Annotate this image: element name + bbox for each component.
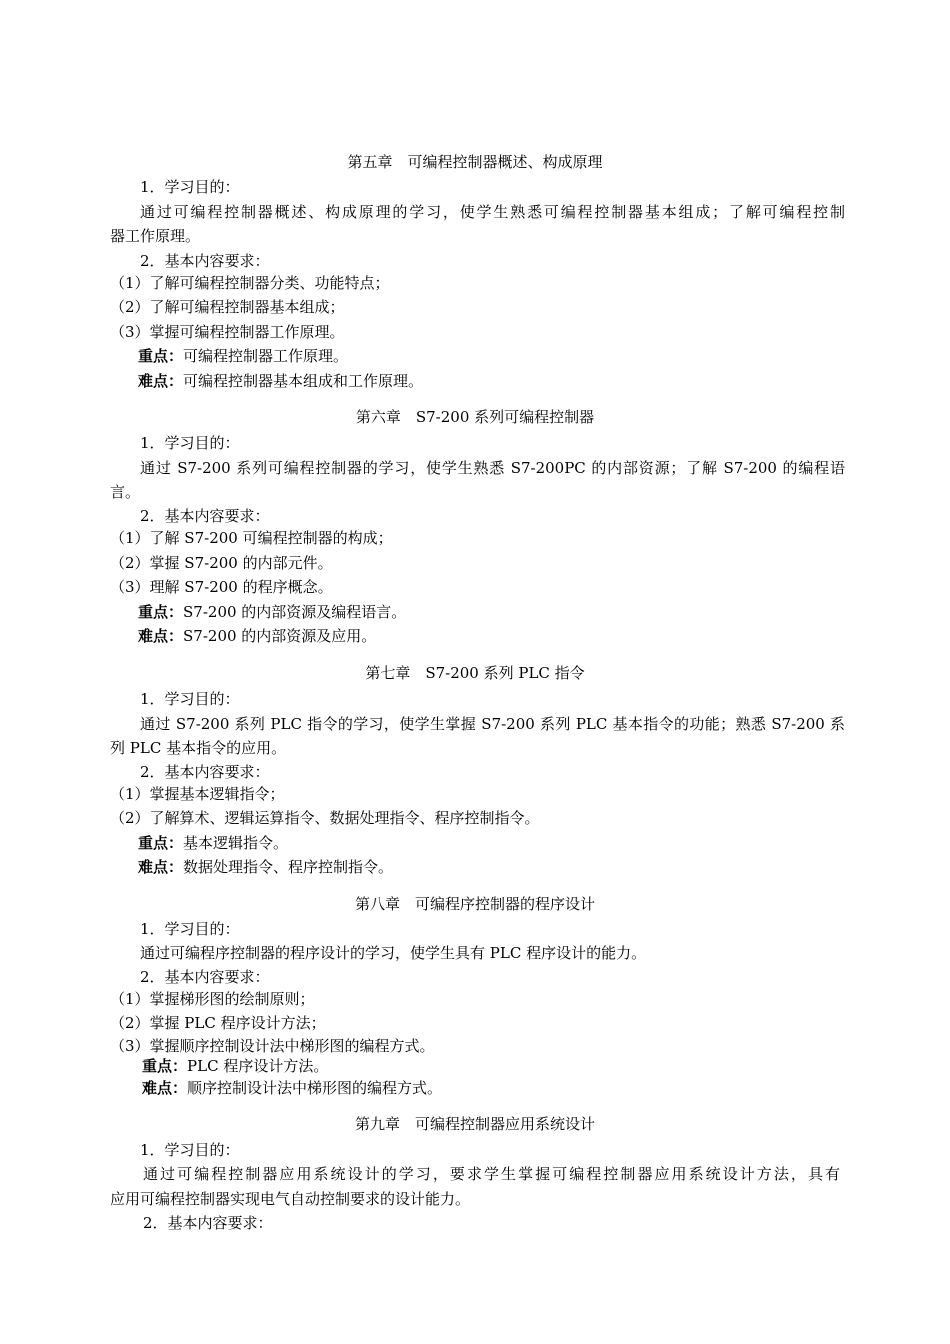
difficulty-label: 难点： (138, 858, 184, 876)
chapter-6-objective-line-1: 通过 S7-200 系列可编程控制器的学习，使学生熟悉 S7-200PC 的内部资源；了解 S7-200 的编程语 (140, 459, 845, 477)
chapter-5-difficulty (138, 370, 845, 392)
key-point-label: 重点： (138, 603, 184, 621)
chapter-6-title: 第六章 S7-200 系列可编程控制器 (355, 408, 595, 426)
chapter-6-requirement-3: （3）理解 S7-200 的程序概念。 (110, 578, 333, 596)
difficulty-text: S7-200 的内部资源及应用。 (183, 627, 377, 645)
chapter-5-objective-heading: 1．学习目的： (140, 178, 240, 196)
chapter-8-requirement-1: （1）掌握梯形图的绘制原则； (110, 990, 315, 1008)
chapter-7-requirement-2: （2）了解算术、逻辑运算指令、数据处理指令、程序控制指令。 (110, 809, 540, 827)
chapter-5-requirements-heading: 2．基本内容要求： (140, 252, 270, 270)
difficulty-text: 数据处理指令、程序控制指令。 (183, 858, 394, 876)
chapter-9-objective-line-2: 应用可编程控制器实现电气自动控制要求的设计能力。 (110, 1190, 471, 1208)
key-point-text: 基本逻辑指令。 (183, 834, 289, 852)
chapter-6-requirements-heading: 2．基本内容要求： (140, 507, 270, 525)
chapter-6-requirement-2: （2）掌握 S7-200 的内部元件。 (110, 554, 333, 572)
chapter-7-key-point (138, 832, 845, 854)
chapter-8-requirement-2: （2）掌握 PLC 程序设计方法； (110, 1014, 326, 1032)
difficulty-label: 难点： (138, 372, 184, 390)
chapter-7-title: 第七章 S7-200 系列 PLC 指令 (365, 664, 585, 682)
chapter-8-difficulty (142, 1077, 849, 1099)
chapter-8-objective-line-1: 通过可编程序控制器的程序设计的学习，使学生具有 PLC 程序设计的能力。 (140, 944, 647, 962)
key-point-text: S7-200 的内部资源及编程语言。 (183, 603, 407, 621)
key-point-label: 重点： (138, 834, 184, 852)
difficulty-label: 难点： (138, 627, 184, 645)
chapter-5-objective-line-1: 通过可编程控制器概述、构成原理的学习，使学生熟悉可编程控制器基本组成；了解可编程控制 (140, 203, 845, 221)
chapter-9-title: 第九章 可编程控制器应用系统设计 (354, 1115, 595, 1133)
chapter-7-objective-line-2: 列 PLC 基本指令的应用。 (110, 739, 287, 757)
chapter-6-key-point (138, 601, 845, 623)
difficulty-text: 顺序控制设计法中梯形图的编程方式。 (187, 1079, 443, 1097)
difficulty-label: 难点： (142, 1079, 188, 1097)
chapter-9-objective-heading: 1．学习目的： (140, 1141, 240, 1159)
chapter-9-requirements-heading: 2．基本内容要求： (143, 1214, 273, 1232)
chapter-9-objective-line-1: 通过可编程控制器应用系统设计的学习，要求学生掌握可编程控制器应用系统设计方法，具有 (143, 1165, 840, 1183)
chapter-6-requirement-1: （1）了解 S7-200 可编程控制器的构成； (110, 529, 393, 547)
chapter-5-requirement-1: （1）了解可编程控制器分类、功能特点； (110, 274, 390, 292)
chapter-7-requirements-heading: 2．基本内容要求： (140, 763, 270, 781)
chapter-7-objective-heading: 1．学习目的： (140, 690, 240, 708)
chapter-8-requirement-3: （3）掌握顺序控制设计法中梯形图的编程方式。 (110, 1037, 435, 1055)
key-point-text: 可编程控制器工作原理。 (183, 347, 349, 365)
chapter-8-key-point (142, 1055, 849, 1077)
key-point-text: PLC 程序设计方法。 (187, 1057, 329, 1075)
chapter-7-difficulty (138, 856, 845, 878)
chapter-5-key-point (138, 345, 845, 367)
difficulty-text: 可编程控制器基本组成和工作原理。 (183, 372, 424, 390)
chapter-7-objective-line-1: 通过 S7-200 系列 PLC 指令的学习，使学生掌握 S7-200 系列 PLC 基本指令的功能；熟悉 S7-200 系 (140, 715, 845, 733)
chapter-6-objective-heading: 1．学习目的： (140, 434, 240, 452)
chapter-8-objective-heading: 1．学习目的： (140, 920, 240, 938)
key-point-label: 重点： (142, 1057, 188, 1075)
chapter-6-difficulty (138, 625, 845, 647)
chapter-5-objective-line-2: 器工作原理。 (110, 227, 201, 245)
key-point-label: 重点： (138, 347, 184, 365)
chapter-5-requirement-3: （3）掌握可编程控制器工作原理。 (110, 323, 345, 341)
chapter-8-requirements-heading: 2．基本内容要求： (140, 968, 270, 986)
chapter-7-requirement-1: （1）掌握基本逻辑指令； (110, 785, 285, 803)
chapter-6-objective-line-2: 言。 (110, 483, 141, 501)
chapter-5-title: 第五章 可编程控制器概述、构成原理 (347, 153, 603, 171)
chapter-5-requirement-2: （2）了解可编程控制器基本组成； (110, 298, 345, 316)
chapter-8-title: 第八章 可编程序控制器的程序设计 (354, 895, 595, 913)
